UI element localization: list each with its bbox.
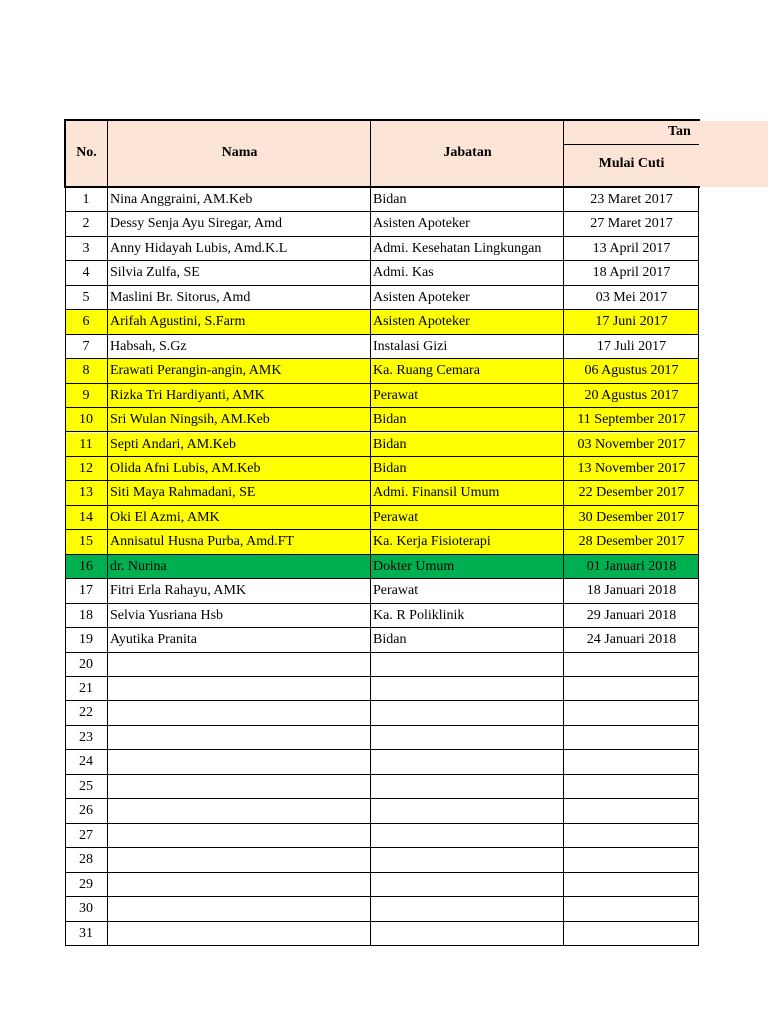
cell-jabatan[interactable]: Asisten Apoteker bbox=[373, 314, 470, 330]
cell-no[interactable]: 27 bbox=[79, 827, 93, 843]
cell-jabatan[interactable] bbox=[371, 848, 563, 872]
cell-jabatan[interactable] bbox=[371, 726, 563, 750]
cell-mulai[interactable] bbox=[564, 873, 699, 897]
cell-mulai[interactable] bbox=[564, 824, 699, 848]
cell-jabatan[interactable]: Perawat bbox=[373, 509, 419, 525]
cell-jabatan[interactable]: Admi. Kas bbox=[373, 265, 434, 281]
column-divider-3 bbox=[563, 187, 564, 946]
cell-no[interactable]: 28 bbox=[79, 852, 93, 868]
cell-mulai[interactable]: 13 November 2017 bbox=[577, 460, 686, 476]
cell-nama[interactable]: Ayutika Pranita bbox=[110, 632, 197, 648]
cell-no[interactable]: 10 bbox=[79, 412, 93, 428]
header-sub-divider bbox=[564, 144, 699, 145]
cell-mulai[interactable]: 06 Agustus 2017 bbox=[584, 363, 679, 379]
cell-jabatan[interactable] bbox=[371, 824, 563, 848]
cell-nama[interactable]: Dessy Senja Ayu Siregar, Amd bbox=[110, 216, 282, 232]
cell-no[interactable]: 11 bbox=[79, 436, 93, 452]
cell-nama[interactable]: Silvia Zulfa, SE bbox=[110, 265, 200, 281]
cell-no[interactable]: 2 bbox=[82, 216, 90, 232]
cell-no[interactable]: 4 bbox=[82, 265, 90, 281]
header-divider-2 bbox=[370, 121, 371, 187]
cell-jabatan[interactable]: Bidan bbox=[373, 436, 407, 452]
header-jabatan: Jabatan bbox=[443, 145, 492, 160]
cell-nama[interactable] bbox=[108, 897, 370, 921]
cell-nama[interactable] bbox=[108, 701, 370, 725]
cell-mulai[interactable]: 23 Maret 2017 bbox=[590, 192, 673, 207]
cell-mulai[interactable] bbox=[564, 922, 699, 946]
cell-no[interactable]: 7 bbox=[82, 338, 90, 354]
cell-mulai[interactable]: 24 Januari 2018 bbox=[586, 632, 677, 648]
cell-nama[interactable] bbox=[108, 750, 370, 774]
cell-jabatan[interactable] bbox=[371, 677, 563, 701]
header-divider-3 bbox=[563, 121, 564, 187]
cell-mulai[interactable] bbox=[564, 848, 699, 872]
cell-nama[interactable] bbox=[108, 726, 370, 750]
cell-no[interactable]: 5 bbox=[82, 289, 90, 305]
cell-nama[interactable]: Maslini Br. Sitorus, Amd bbox=[110, 289, 251, 305]
cell-jabatan[interactable]: Admi. Kesehatan Lingkungan bbox=[373, 240, 542, 256]
cell-nama[interactable] bbox=[108, 824, 370, 848]
cell-mulai[interactable] bbox=[564, 701, 699, 725]
cell-mulai[interactable] bbox=[564, 897, 699, 921]
cell-mulai[interactable]: 27 Maret 2017 bbox=[590, 216, 673, 232]
cell-jabatan[interactable]: Asisten Apoteker bbox=[373, 289, 470, 305]
cell-no[interactable]: 14 bbox=[79, 509, 93, 525]
cell-nama[interactable] bbox=[108, 775, 370, 799]
cell-mulai[interactable]: 29 Januari 2018 bbox=[586, 607, 677, 623]
cell-mulai[interactable]: 03 Mei 2017 bbox=[595, 289, 668, 305]
cell-jabatan[interactable]: Bidan bbox=[373, 412, 407, 428]
cell-jabatan[interactable] bbox=[371, 701, 563, 725]
cell-jabatan[interactable]: Perawat bbox=[373, 387, 419, 403]
cell-mulai[interactable]: 13 April 2017 bbox=[592, 240, 671, 256]
cell-no[interactable]: 23 bbox=[79, 729, 93, 745]
row-divider bbox=[65, 945, 699, 946]
cell-nama[interactable]: Erawati Perangin-angin, AMK bbox=[110, 363, 282, 379]
cell-jabatan[interactable]: Ka. R Poliklinik bbox=[373, 607, 465, 623]
cell-jabatan[interactable]: Ka. Kerja Fisioterapi bbox=[373, 534, 491, 550]
cell-nama[interactable]: Septi Andari, AM.Keb bbox=[110, 436, 236, 452]
cell-jabatan[interactable] bbox=[371, 873, 563, 897]
cell-nama[interactable]: Habsah, S.Gz bbox=[110, 338, 187, 354]
cell-nama[interactable]: Nina Anggraini, AM.Keb bbox=[110, 192, 253, 207]
header-mulai-cuti: Mulai Cuti bbox=[598, 156, 665, 171]
cell-jabatan[interactable]: Ka. Ruang Cemara bbox=[373, 363, 480, 379]
cell-mulai[interactable]: 20 Agustus 2017 bbox=[584, 387, 679, 403]
cell-mulai[interactable] bbox=[564, 775, 699, 799]
cell-nama[interactable]: Fitri Erla Rahayu, AMK bbox=[110, 583, 247, 599]
cell-no[interactable]: 19 bbox=[79, 632, 93, 648]
cell-mulai[interactable]: 03 November 2017 bbox=[577, 436, 686, 452]
cell-nama[interactable]: Rizka Tri Hardiyanti, AMK bbox=[110, 387, 265, 403]
header-divider-1 bbox=[107, 121, 108, 187]
column-divider-1 bbox=[107, 187, 108, 946]
cell-nama[interactable]: Olida Afni Lubis, AM.Keb bbox=[110, 460, 261, 476]
cell-no[interactable]: 8 bbox=[82, 363, 90, 379]
cell-jabatan[interactable]: Perawat bbox=[373, 583, 419, 599]
cell-jabatan[interactable] bbox=[371, 897, 563, 921]
cell-no[interactable]: 13 bbox=[79, 485, 93, 501]
cell-nama[interactable]: Oki El Azmi, AMK bbox=[110, 509, 220, 525]
header-overflow-background bbox=[699, 121, 768, 187]
cell-jabatan[interactable]: Bidan bbox=[373, 460, 407, 476]
cell-no[interactable]: 1 bbox=[82, 192, 90, 207]
cell-no[interactable]: 18 bbox=[79, 607, 93, 623]
cell-jabatan[interactable] bbox=[371, 750, 563, 774]
cell-no[interactable]: 21 bbox=[79, 681, 93, 696]
cell-jabatan[interactable]: Admi. Finansil Umum bbox=[373, 485, 500, 501]
cell-mulai[interactable]: 28 Desember 2017 bbox=[578, 534, 685, 550]
cell-mulai[interactable]: 17 Juli 2017 bbox=[596, 338, 667, 354]
cell-jabatan[interactable] bbox=[371, 653, 563, 677]
cell-jabatan[interactable] bbox=[371, 775, 563, 799]
cell-nama[interactable]: Sri Wulan Ningsih, AM.Keb bbox=[110, 412, 270, 428]
cell-mulai[interactable]: 11 September 2017 bbox=[577, 412, 686, 428]
cell-no[interactable]: 22 bbox=[79, 705, 93, 721]
cell-jabatan[interactable]: Bidan bbox=[373, 192, 407, 207]
cell-no[interactable]: 31 bbox=[79, 925, 93, 941]
cell-no[interactable]: 3 bbox=[82, 240, 90, 256]
cell-jabatan[interactable]: Dokter Umum bbox=[373, 558, 455, 574]
cell-mulai[interactable]: 30 Desember 2017 bbox=[578, 509, 685, 525]
cell-mulai[interactable] bbox=[564, 750, 699, 774]
cell-jabatan[interactable]: Instalasi Gizi bbox=[373, 338, 448, 354]
column-divider-2 bbox=[370, 187, 371, 946]
cell-nama[interactable] bbox=[108, 848, 370, 872]
cell-no[interactable]: 20 bbox=[79, 656, 93, 672]
cell-jabatan[interactable]: Bidan bbox=[373, 632, 407, 648]
cell-nama[interactable]: Siti Maya Rahmadani, SE bbox=[110, 485, 256, 501]
header-nama: Nama bbox=[221, 145, 258, 160]
cell-no[interactable]: 12 bbox=[79, 460, 93, 476]
cell-nama[interactable] bbox=[108, 873, 370, 897]
header-tanggal: Tan bbox=[668, 124, 691, 139]
cell-nama[interactable]: dr. Nurina bbox=[110, 558, 167, 574]
cell-no[interactable]: 17 bbox=[79, 583, 93, 599]
cell-no[interactable]: 6 bbox=[82, 314, 90, 330]
cell-mulai[interactable] bbox=[564, 677, 699, 701]
cell-mulai[interactable]: 22 Desember 2017 bbox=[578, 485, 685, 501]
cell-nama[interactable]: Annisatul Husna Purba, Amd.FT bbox=[110, 534, 294, 550]
cell-no[interactable]: 29 bbox=[79, 876, 93, 892]
cell-no[interactable]: 24 bbox=[79, 754, 93, 770]
cell-no[interactable]: 25 bbox=[79, 778, 93, 794]
cell-no[interactable]: 9 bbox=[82, 387, 90, 403]
cell-mulai[interactable] bbox=[564, 653, 699, 677]
header-no: No. bbox=[76, 145, 97, 160]
cell-mulai[interactable]: 01 Januari 2018 bbox=[586, 558, 677, 574]
cell-jabatan[interactable] bbox=[371, 922, 563, 946]
cell-nama[interactable] bbox=[108, 653, 370, 677]
cell-nama[interactable] bbox=[108, 922, 370, 946]
cell-mulai[interactable]: 18 Januari 2018 bbox=[586, 583, 677, 599]
cell-nama[interactable]: Arifah Agustini, S.Farm bbox=[110, 314, 246, 330]
cell-nama[interactable] bbox=[108, 799, 370, 823]
cell-no[interactable]: 15 bbox=[79, 534, 93, 550]
header-top-border bbox=[64, 119, 700, 121]
cell-nama[interactable]: Anny Hidayah Lubis, Amd.K.L bbox=[110, 240, 288, 256]
cell-no[interactable]: 26 bbox=[79, 803, 93, 819]
cell-no[interactable]: 30 bbox=[79, 901, 93, 917]
cell-no[interactable]: 16 bbox=[79, 558, 93, 574]
cell-mulai[interactable] bbox=[564, 799, 699, 823]
column-divider-4 bbox=[698, 187, 699, 946]
cell-nama[interactable] bbox=[108, 677, 370, 701]
cell-jabatan[interactable]: Asisten Apoteker bbox=[373, 216, 470, 232]
cell-mulai[interactable]: 18 April 2017 bbox=[592, 265, 671, 281]
column-divider-0 bbox=[65, 187, 66, 946]
cell-mulai[interactable]: 17 Juni 2017 bbox=[595, 314, 668, 330]
cell-mulai[interactable] bbox=[564, 726, 699, 750]
header-left-border bbox=[64, 119, 66, 188]
cell-nama[interactable]: Selvia Yusriana Hsb bbox=[110, 607, 224, 623]
cell-jabatan[interactable] bbox=[371, 799, 563, 823]
